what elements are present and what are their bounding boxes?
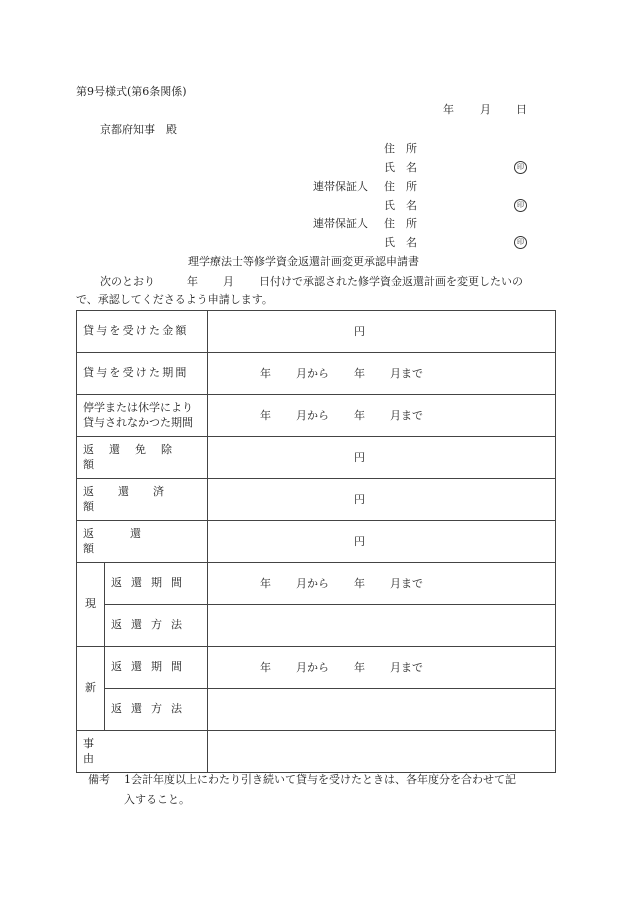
table-row <box>77 437 556 479</box>
month-from-label: 月から <box>296 408 330 422</box>
table-row <box>77 605 556 647</box>
month-to-label: 月まで <box>390 366 424 380</box>
body-intro: 次のとおり <box>100 275 155 288</box>
new-side-label: 新 <box>77 647 105 731</box>
notes-line1: 1会計年度以上にわたり引き続いて貸与を受けたときは、各年度分を合わせて記 <box>124 773 516 786</box>
applicant-address-label: 住 所 <box>384 142 417 155</box>
month-from-label: 月から <box>296 576 330 590</box>
date-day-label: 日 <box>516 103 527 116</box>
guarantor-1-address-label: 住 所 <box>384 180 417 193</box>
exemption-amount-value[interactable] <box>208 437 556 479</box>
yen-unit: 円 <box>354 492 366 506</box>
month-from-label: 月から <box>296 366 330 380</box>
year-from-label: 年 <box>260 366 272 380</box>
year-to-label: 年 <box>354 408 366 422</box>
yen-unit: 円 <box>354 324 366 338</box>
year-to-label: 年 <box>354 660 366 674</box>
loan-amount-label <box>83 324 207 338</box>
reason-value[interactable] <box>208 731 556 773</box>
new-period-label: 返還期間 <box>111 660 191 674</box>
new-period-value[interactable] <box>208 647 556 689</box>
loan-amount-value[interactable] <box>208 311 556 353</box>
current-side-label: 現 <box>77 563 105 647</box>
loan-period-label: 貸与を受けた期間 <box>83 366 189 380</box>
yen-unit: 円 <box>354 450 366 464</box>
guarantor-2-name-label: 氏 名 <box>384 236 417 249</box>
form-number: 第9号様式(第6条関係) <box>76 85 187 98</box>
month-to-label: 月まで <box>390 660 424 674</box>
date-month-label: 月 <box>480 103 491 116</box>
body-line2: で、承認してくださるよう申請します。 <box>76 293 273 306</box>
table-row <box>77 353 556 395</box>
application-table <box>76 310 556 773</box>
current-method-label: 返還方法 <box>111 618 191 632</box>
repaid-amount-label: 返還済額 <box>83 485 188 513</box>
suspension-period-label-line1: 停学または休学により <box>83 401 193 415</box>
applicant-name-label: 氏 名 <box>384 161 417 174</box>
body-year-label: 年 <box>187 275 198 288</box>
table-row <box>77 647 556 689</box>
body-line1-rest: 日付けで承認された修学資金返還計画を変更したいの <box>259 275 523 288</box>
year-from-label: 年 <box>260 408 272 422</box>
repayment-amount-value[interactable] <box>208 521 556 563</box>
year-from-label: 年 <box>260 576 272 590</box>
date-year-label: 年 <box>443 103 454 116</box>
guarantor-1-seal-icon: 印 <box>514 199 527 212</box>
new-method-label: 返還方法 <box>111 702 191 716</box>
exemption-amount-label: 返還免除額 <box>83 443 187 471</box>
guarantor-1-role: 連帯保証人 <box>313 180 368 193</box>
notes-label: 備考 <box>88 773 110 786</box>
repayment-amount-label: 返還額 <box>83 527 177 555</box>
body-month-label: 月 <box>223 275 234 288</box>
table-row <box>77 479 556 521</box>
guarantor-2-seal-icon: 印 <box>514 236 527 249</box>
table-row <box>77 395 556 437</box>
table-row <box>77 731 556 773</box>
guarantor-2-address-label: 住 所 <box>384 217 417 230</box>
current-period-label: 返還期間 <box>111 576 191 590</box>
table-row <box>77 521 556 563</box>
table-row <box>77 689 556 731</box>
document-title: 理学療法士等修学資金返還計画変更承認申請書 <box>188 255 419 268</box>
yen-unit: 円 <box>354 534 366 548</box>
month-to-label: 月まで <box>390 576 424 590</box>
month-from-label: 月から <box>296 660 330 674</box>
year-to-label: 年 <box>354 366 366 380</box>
current-method-value[interactable] <box>208 605 556 647</box>
month-to-label: 月まで <box>390 408 424 422</box>
suspension-period-value[interactable] <box>208 395 556 437</box>
guarantor-2-role: 連帯保証人 <box>313 217 368 230</box>
reason-label: 事由 <box>83 737 188 765</box>
current-period-value[interactable] <box>208 563 556 605</box>
repaid-amount-value[interactable] <box>208 479 556 521</box>
new-method-value[interactable] <box>208 689 556 731</box>
guarantor-1-name-label: 氏 名 <box>384 199 417 212</box>
addressee: 京都府知事 殿 <box>100 123 177 136</box>
suspension-period-label-line2: 貸与されなかつた期間 <box>83 415 193 429</box>
notes-line2: 入すること。 <box>124 793 190 806</box>
year-from-label: 年 <box>260 660 272 674</box>
loan-amount-label-text: 貸与を受けた金額 <box>83 324 189 338</box>
table-row <box>77 311 556 353</box>
table-row <box>77 563 556 605</box>
applicant-seal-icon: 印 <box>514 161 527 174</box>
loan-period-value[interactable] <box>208 353 556 395</box>
year-to-label: 年 <box>354 576 366 590</box>
